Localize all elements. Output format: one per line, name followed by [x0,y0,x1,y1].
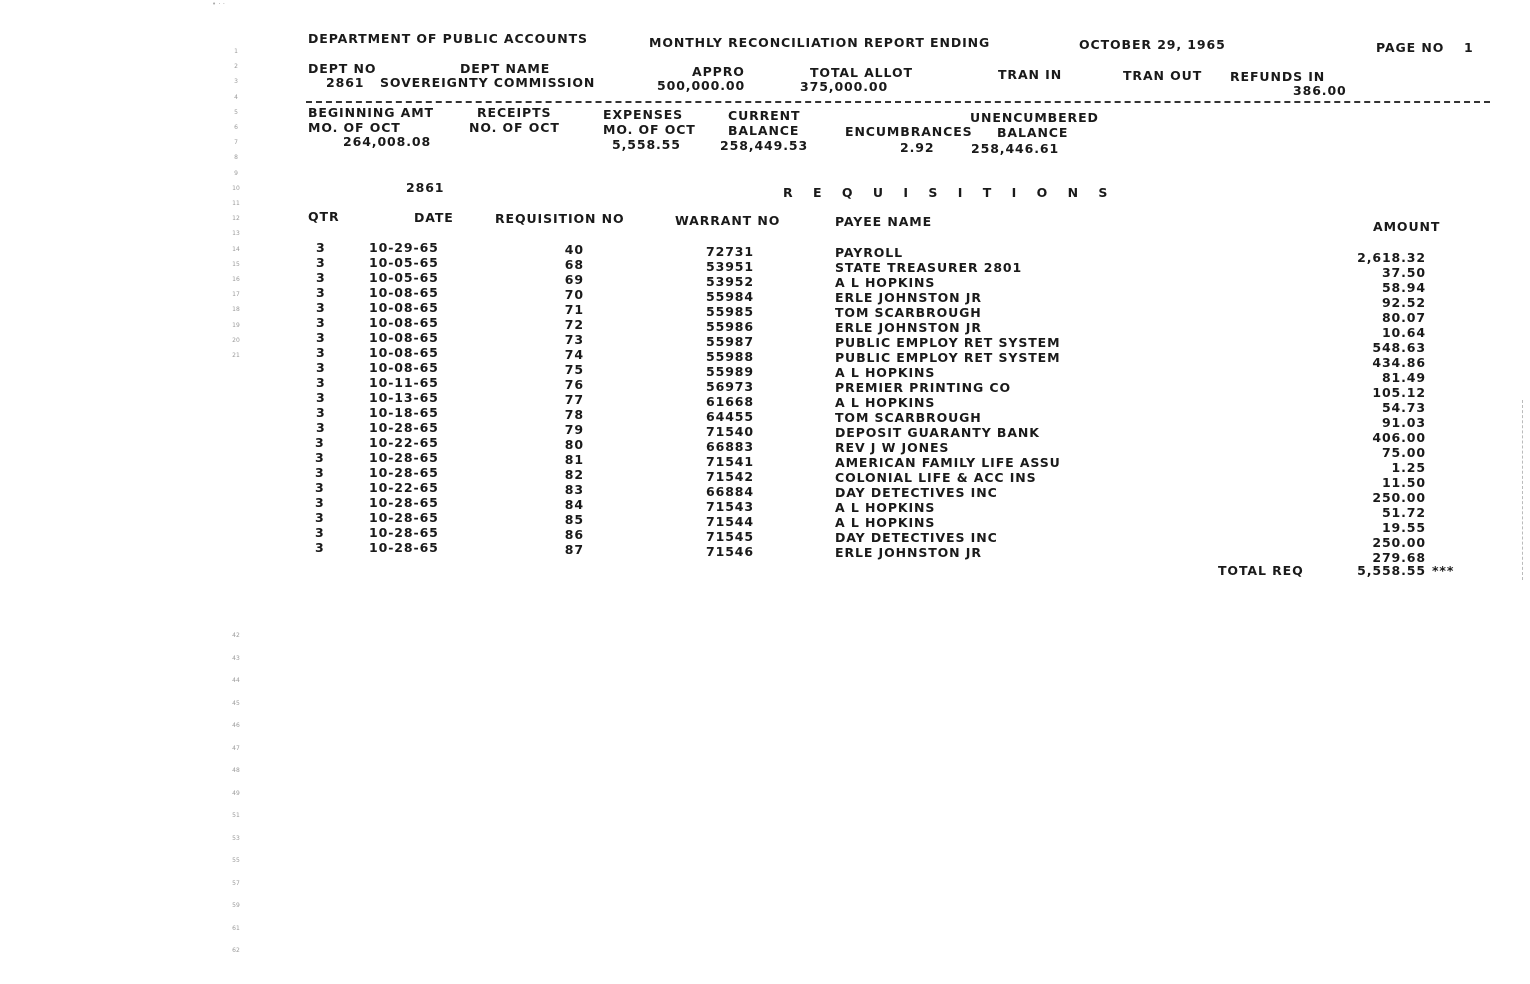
cell-amount: 548.63 [1372,340,1426,356]
cell-warrant-no: 71544 [706,514,754,530]
cell-qtr: 3 [316,285,326,301]
report-title: MONTHLY RECONCILIATION REPORT ENDING [649,35,991,50]
cell-warrant-no: 53952 [706,274,754,290]
margin-line-number: 9 [234,169,238,177]
cell-payee-name: DAY DETECTIVES INC [835,530,998,546]
label-refunds-in: REFUNDS IN [1230,69,1326,84]
margin-line-number: 57 [232,879,240,887]
cell-requisition-no: 76 [564,377,584,393]
cell-requisition-no: 78 [564,407,584,423]
value-total-allot: 375,000.00 [800,79,889,94]
cell-amount: 279.68 [1372,550,1426,566]
page-label: PAGE NO [1376,40,1445,55]
total-value: 5,558.55 [1357,563,1426,578]
margin-line-number: 11 [232,200,240,207]
section-title: R E Q U I S I T I O N S [783,185,1116,200]
cell-warrant-no: 71546 [706,544,754,560]
cell-qtr: 3 [316,330,326,346]
cell-requisition-no: 79 [564,422,584,438]
cell-requisition-no: 87 [564,542,584,558]
value-expenses: 5,558.55 [612,137,681,152]
cell-payee-name: A L HOPKINS [835,275,936,291]
cell-requisition-no: 82 [564,467,584,483]
cell-warrant-no: 71541 [706,454,754,470]
cell-payee-name: ERLE JOHNSTON JR [835,545,982,561]
dashed-separator [306,101,1490,103]
cell-warrant-no: 71543 [706,499,754,515]
cell-requisition-no: 40 [564,242,584,257]
col-header-amount: AMOUNT [1373,219,1441,234]
col-header-requisition-no: REQUISITION NO [495,211,625,226]
cell-date: 10-08-65 [369,360,439,376]
cell-payee-name: DEPOSIT GUARANTY BANK [835,425,1040,441]
cell-requisition-no: 73 [564,332,584,348]
margin-line-number: 51 [232,812,240,819]
margin-line-number: 15 [232,260,240,268]
cell-requisition-no: 69 [564,272,584,288]
cell-payee-name: PUBLIC EMPLOY RET SYSTEM [835,350,1061,366]
margin-line-number: 14 [232,245,240,253]
margin-line-number: 44 [232,677,240,684]
scan-artifact: • · · [212,0,226,8]
cell-qtr: 3 [316,315,326,331]
cell-warrant-no: 53951 [706,259,754,275]
label-total-allot: TOTAL ALLOT [810,65,913,80]
margin-line-number: 20 [232,336,240,344]
cell-amount: 19.55 [1381,520,1426,536]
cell-amount: 250.00 [1372,490,1426,506]
cell-warrant-no: 71540 [706,424,754,440]
cell-qtr: 3 [315,480,325,496]
cell-requisition-no: 74 [564,347,584,363]
label-dept-name: DEPT NAME [460,61,551,76]
cell-qtr: 3 [316,405,326,421]
cell-amount: 2,618.32 [1357,250,1426,265]
cell-warrant-no: 55989 [706,364,754,380]
cell-qtr: 3 [315,465,325,481]
value-current-balance: 258,449.53 [720,138,809,153]
cell-amount: 11.50 [1381,475,1426,491]
margin-line-number: 21 [232,352,240,359]
col-header-date: DATE [414,210,454,225]
cell-payee-name: PUBLIC EMPLOY RET SYSTEM [835,335,1061,351]
cell-requisition-no: 68 [564,257,584,273]
cell-payee-name: DAY DETECTIVES INC [835,485,998,501]
cell-qtr: 3 [316,390,326,406]
cell-qtr: 3 [316,255,326,271]
cell-qtr: 3 [315,540,325,556]
cell-payee-name: ERLE JOHNSTON JR [835,320,982,336]
cell-qtr: 3 [316,345,326,361]
cell-date: 10-08-65 [369,315,439,331]
label-unencumbered: UNENCUMBERED [970,110,1099,125]
cell-amount: 81.49 [1381,370,1426,386]
label-expenses: EXPENSES [603,107,684,122]
cell-payee-name: COLONIAL LIFE & ACC INS [835,470,1037,486]
page-number: 1 [1464,40,1474,55]
cell-requisition-no: 72 [564,317,584,333]
cell-amount: 1.25 [1391,460,1426,476]
cell-warrant-no: 64455 [706,409,754,425]
cell-date: 10-08-65 [369,345,439,361]
cell-warrant-no: 55985 [706,304,754,320]
margin-line-number: 2 [234,63,238,71]
cell-payee-name: TOM SCARBROUGH [835,305,982,321]
margin-line-number: 7 [234,139,238,147]
cell-amount: 51.72 [1381,505,1426,521]
cell-requisition-no: 85 [564,512,584,528]
total-marker: *** [1432,563,1455,578]
cell-date: 10-08-65 [369,330,439,346]
margin-line-number: 3 [234,78,238,86]
margin-line-number: 10 [232,184,240,192]
department-name: DEPARTMENT OF PUBLIC ACCOUNTS [308,31,588,46]
cell-amount: 58.94 [1381,280,1426,296]
cell-requisition-no: 81 [564,452,584,468]
margin-line-number: 12 [232,215,240,223]
value-dept-name: SOVEREIGNTY COMMISSION [380,75,596,90]
cell-payee-name: REV J W JONES [835,440,950,456]
cell-amount: 10.64 [1381,325,1426,341]
cell-payee-name: PAYROLL [835,245,904,260]
cell-qtr: 3 [316,360,326,376]
margin-line-number: 47 [232,744,240,752]
cell-requisition-no: 71 [564,302,584,318]
margin-line-number: 19 [232,321,240,329]
cell-amount: 75.00 [1381,445,1426,461]
cell-amount: 54.73 [1381,400,1426,416]
col-header-qtr: QTR [308,209,340,224]
cell-warrant-no: 61668 [706,394,754,410]
report-date: OCTOBER 29, 1965 [1079,37,1226,52]
label-beginning-amt-period: MO. OF OCT [308,120,401,135]
cell-qtr: 3 [316,300,326,316]
cell-qtr: 3 [316,375,326,391]
cell-qtr: 3 [315,525,325,541]
label-current-balance: BALANCE [728,123,800,138]
section-dept-no: 2861 [406,180,445,195]
cell-qtr: 3 [316,240,326,255]
label-tran-in: TRAN IN [998,67,1063,82]
value-unencumbered-balance: 258,446.61 [971,141,1060,156]
value-appro: 500,000.00 [657,78,746,93]
cell-payee-name: A L HOPKINS [835,395,936,411]
label-appro: APPRO [692,64,745,79]
cell-amount: 37.50 [1381,265,1426,281]
value-encumbrances: 2.92 [900,140,935,155]
margin-line-number: 49 [232,789,240,797]
cell-requisition-no: 83 [564,482,584,498]
margin-line-number: 4 [234,93,238,101]
label-encumbrances: ENCUMBRANCES [845,124,973,139]
margin-line-number: 17 [232,291,240,299]
cell-date: 10-08-65 [369,285,439,301]
cell-date: 10-28-65 [369,525,439,541]
cell-requisition-no: 86 [564,527,584,543]
cell-qtr: 3 [315,510,325,526]
col-header-warrant-no: WARRANT NO [675,213,781,228]
cell-warrant-no: 55988 [706,349,754,365]
cell-payee-name: ERLE JOHNSTON JR [835,290,982,306]
margin-line-number: 48 [232,767,240,774]
cell-qtr: 3 [315,435,325,451]
margin-line-number: 59 [232,902,240,909]
label-receipts: RECEIPTS [477,105,552,120]
margin-line-number: 16 [232,276,240,283]
margin-line-number: 55 [232,857,240,864]
label-current: CURRENT [728,108,801,123]
total-label: TOTAL REQ [1218,563,1304,578]
cell-warrant-no: 66884 [706,484,754,500]
cell-qtr: 3 [316,420,326,436]
cell-date: 10-05-65 [369,255,439,271]
cell-requisition-no: 75 [564,362,584,378]
value-beginning-amt: 264,008.08 [343,134,432,149]
cell-payee-name: AMERICAN FAMILY LIFE ASSU [835,455,1061,471]
label-expenses-period: MO. OF OCT [603,122,696,137]
cell-payee-name: A L HOPKINS [835,515,936,531]
cell-date: 10-11-65 [369,375,439,391]
cell-payee-name: PREMIER PRINTING CO [835,380,1011,396]
cell-amount: 91.03 [1381,415,1426,431]
cell-requisition-no: 77 [564,392,584,408]
cell-date: 10-22-65 [369,480,439,496]
cell-warrant-no: 56973 [706,379,754,395]
cell-warrant-no: 71545 [706,529,754,545]
margin-line-number: 45 [232,699,240,707]
cell-amount: 250.00 [1372,535,1426,551]
margin-line-number: 42 [232,632,240,639]
label-receipts-period: NO. OF OCT [469,120,560,135]
cell-date: 10-28-65 [369,450,439,466]
value-refunds-in: 386.00 [1293,83,1347,98]
cell-warrant-no: 55986 [706,319,754,335]
cell-amount: 92.52 [1381,295,1426,311]
cell-payee-name: A L HOPKINS [835,500,936,516]
cell-date: 10-28-65 [369,465,439,481]
margin-line-number: 13 [232,230,240,238]
label-tran-out: TRAN OUT [1123,68,1203,83]
margin-line-number: 62 [232,947,240,954]
cell-qtr: 3 [315,450,325,466]
margin-line-number: 5 [234,108,238,116]
cell-payee-name: STATE TREASURER 2801 [835,260,1023,276]
cell-payee-name: TOM SCARBROUGH [835,410,982,426]
cell-date: 10-28-65 [369,420,439,436]
label-dept-no: DEPT NO [308,61,377,76]
cell-amount: 434.86 [1372,355,1426,371]
cell-qtr: 3 [315,495,325,511]
margin-line-number: 18 [232,306,240,314]
cell-warrant-no: 55984 [706,289,754,305]
cell-requisition-no: 70 [564,287,584,303]
cell-amount: 406.00 [1372,430,1426,446]
cell-date: 10-28-65 [369,510,439,526]
cell-requisition-no: 84 [564,497,584,513]
margin-line-number: 6 [234,124,238,131]
cell-payee-name: A L HOPKINS [835,365,936,381]
cell-warrant-no: 71542 [706,469,754,485]
margin-line-number: 46 [232,722,240,729]
value-dept-no: 2861 [326,75,365,90]
cell-requisition-no: 80 [564,437,584,453]
cell-date: 10-28-65 [369,540,439,556]
cell-date: 10-29-65 [369,240,439,255]
cell-date: 10-05-65 [369,270,439,286]
cell-date: 10-22-65 [369,435,439,451]
cell-amount: 105.12 [1372,385,1426,401]
label-unencumbered-balance: BALANCE [997,125,1069,140]
cell-qtr: 3 [316,270,326,286]
cell-warrant-no: 66883 [706,439,754,455]
margin-line-number: 8 [234,154,238,162]
cell-warrant-no: 55987 [706,334,754,350]
margin-line-number: 43 [232,654,240,662]
margin-line-number: 61 [232,924,240,932]
scan-edge-artifact [1522,400,1525,580]
label-beginning-amt: BEGINNING AMT [308,105,434,120]
cell-amount: 80.07 [1381,310,1426,326]
cell-date: 10-28-65 [369,495,439,511]
cell-date: 10-18-65 [369,405,439,421]
margin-line-number: 1 [234,48,238,55]
cell-warrant-no: 72731 [706,244,754,259]
cell-date: 10-13-65 [369,390,439,406]
margin-line-number: 53 [232,834,240,842]
col-header-payee-name: PAYEE NAME [835,214,933,229]
cell-date: 10-08-65 [369,300,439,316]
